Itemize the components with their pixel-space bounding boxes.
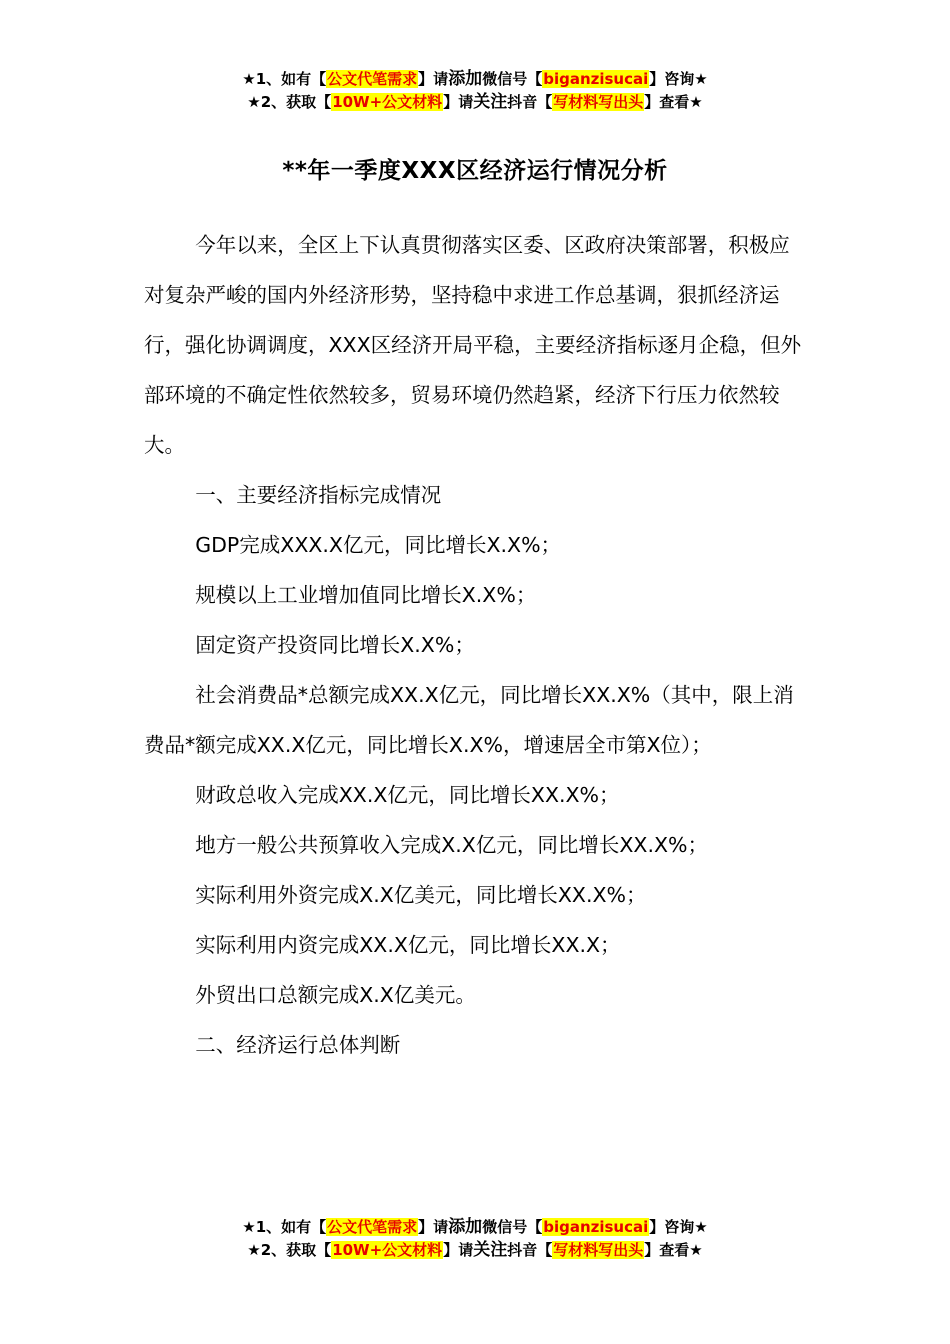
indicator-industry: 规模以上工业增加值同比增长X.X%；	[195, 583, 537, 607]
section-heading-2: 二、经济运行总体判断	[195, 1033, 401, 1057]
indicator-exports: 外贸出口总额完成X.X亿美元。	[195, 983, 476, 1007]
indicator-local-budget: 地方一般公共预算收入完成X.X亿元，同比增长XX.X%；	[195, 833, 708, 857]
indicator-domestic-capital: 实际利用内资完成XX.X亿元，同比增长XX.X；	[195, 933, 621, 957]
highlight-douyin: 写材料写出头	[553, 93, 644, 111]
indicator-foreign-capital: 实际利用外资完成X.X亿美元，同比增长XX.X%；	[195, 883, 647, 907]
section-heading-1: 一、主要经济指标完成情况	[195, 483, 442, 507]
footer-line-1: ★1、如有【公文代笔需求】请添加微信号【biganzisucai】咨询★	[242, 1217, 708, 1237]
document-title: **年一季度XXX区经济运行情况分析	[282, 158, 668, 184]
footer-line-2: ★2、获取【10W+公文材料】请关注抖音【写材料写出头】查看★	[247, 1240, 703, 1260]
highlight-wechat-id: biganzisucai	[543, 70, 649, 88]
indicator-retail: 社会消费品*总额完成XX.X亿元，同比增长XX.X%（其中，限上消费品*额完成XX.X亿元，同比增长X.X%，增速居全市第X位）；	[144, 683, 794, 757]
indicator-gdp: GDP完成XXX.X亿元，同比增长X.X%；	[195, 533, 562, 557]
highlight-service: 公文代笔需求	[327, 70, 418, 88]
indicator-fiscal-revenue: 财政总收入完成XX.X亿元，同比增长XX.X%；	[195, 783, 620, 807]
banner-line-2: ★2、获取【10W+公文材料】请关注抖音【写材料写出头】查看★	[247, 92, 703, 112]
highlight-materials: 10W+公文材料	[332, 93, 443, 111]
banner-line-1: ★1、如有【公文代笔需求】请添加微信号【biganzisucai】咨询★	[242, 69, 708, 89]
indicator-investment: 固定资产投资同比增长X.X%；	[195, 633, 475, 657]
document-body	[144, 220, 804, 1070]
paragraph-intro: 今年以来，全区上下认真贯彻落实区委、区政府决策部署，积极应对复杂严峻的国内外经济形势，坚持稳中求进工作总基调，狠抓经济运行，强化协调调度，XXX区经济开局平稳，主要经济指标逐月企稳，但外部环境的不确定性依然较多，贸易环境仍然趋紧，经济下行压力依然较大。	[144, 233, 802, 457]
header-banner	[0, 68, 950, 114]
footer-banner	[0, 1216, 950, 1262]
